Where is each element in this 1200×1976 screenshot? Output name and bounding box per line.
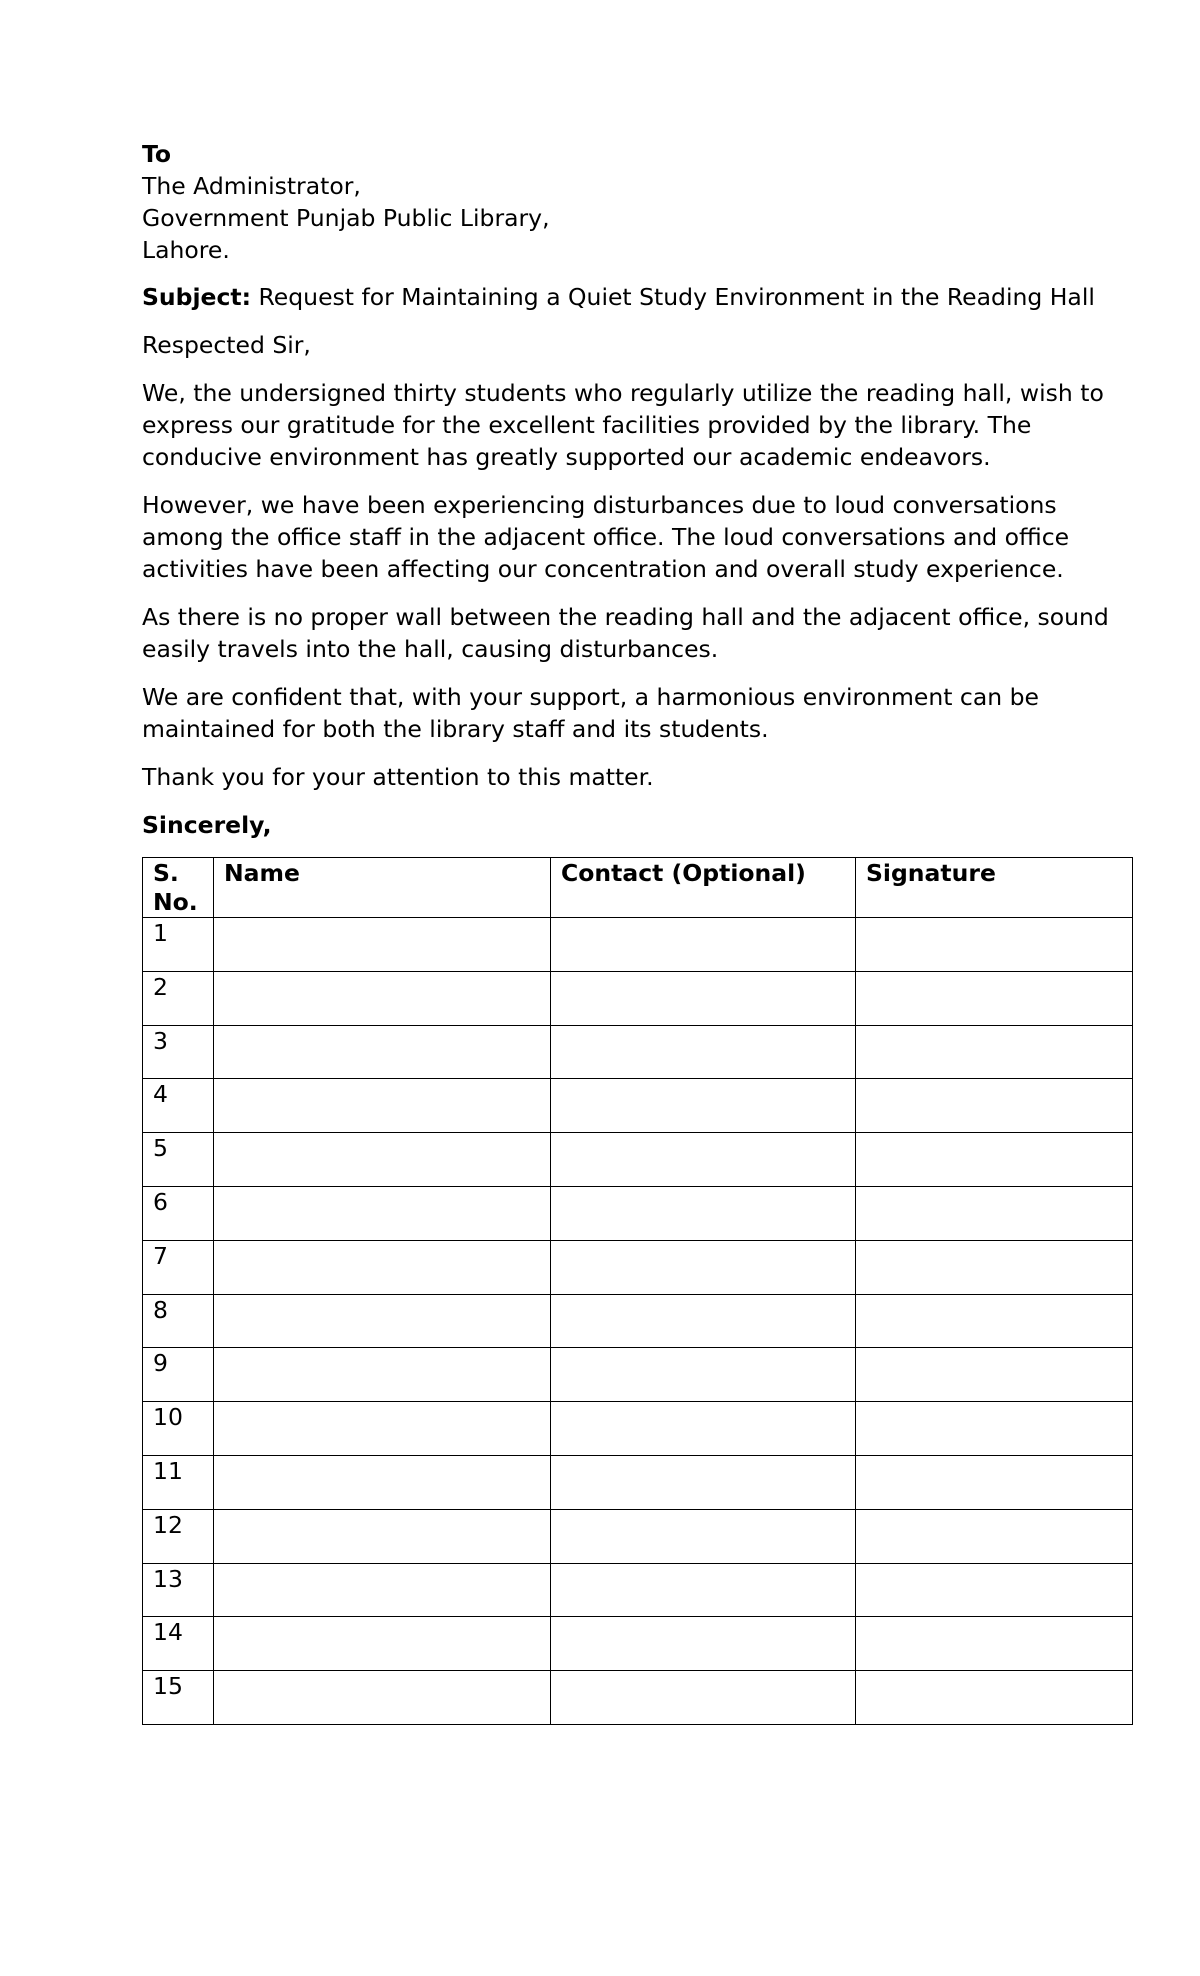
contact-cell[interactable]: [551, 1186, 856, 1240]
signature-cell[interactable]: [856, 1617, 1133, 1671]
serial-number-cell: 6: [143, 1186, 214, 1240]
table-row: [143, 1133, 1133, 1187]
serial-number-cell: 10: [143, 1402, 214, 1456]
serial-number-cell: 11: [143, 1455, 214, 1509]
signature-cell[interactable]: [856, 1025, 1133, 1079]
table-row: [143, 1186, 1133, 1240]
name-cell[interactable]: [214, 1240, 551, 1294]
table-row: [143, 1509, 1133, 1563]
name-cell[interactable]: [214, 1133, 551, 1187]
name-cell[interactable]: [214, 1294, 551, 1348]
signature-cell[interactable]: [856, 971, 1133, 1025]
contact-cell[interactable]: [551, 1079, 856, 1133]
header-signature: Signature: [856, 858, 1133, 918]
signature-cell[interactable]: [856, 1509, 1133, 1563]
salutation: Respected Sir,: [142, 331, 311, 359]
serial-number-cell: 9: [143, 1348, 214, 1402]
recipient-line-2: Government Punjab Public Library,: [142, 204, 550, 232]
signature-cell[interactable]: [856, 1402, 1133, 1456]
table-row: [143, 918, 1133, 972]
subject-text: Request for Maintaining a Quiet Study Environment in the Reading Hall: [258, 283, 1095, 311]
contact-cell[interactable]: [551, 1025, 856, 1079]
signature-cell[interactable]: [856, 1240, 1133, 1294]
name-cell[interactable]: [214, 1563, 551, 1617]
contact-cell[interactable]: [551, 1294, 856, 1348]
serial-number-cell: 14: [143, 1617, 214, 1671]
table-row: [143, 1671, 1133, 1725]
signature-cell[interactable]: [856, 1133, 1133, 1187]
table-row: [143, 1025, 1133, 1079]
serial-number-cell: 4: [143, 1079, 214, 1133]
table-row: [143, 1240, 1133, 1294]
body-paragraph-1: We, the undersigned thirty students who regularly utilize the reading hall, wish to express our gratitude for the excellent facilities provided by the library. The conducive environment has greatly supported our academic endeavors.: [142, 379, 1104, 471]
name-cell[interactable]: [214, 1509, 551, 1563]
body-paragraph-2: However, we have been experiencing disturbances due to loud conversations among the office staff in the adjacent office. The loud conversations and office activities have been affecting our concentration and overall study experience.: [142, 491, 1070, 583]
signature-cell[interactable]: [856, 1563, 1133, 1617]
table-row: [143, 1402, 1133, 1456]
table-row: [143, 971, 1133, 1025]
name-cell[interactable]: [214, 1617, 551, 1671]
serial-number-cell: 5: [143, 1133, 214, 1187]
name-cell[interactable]: [214, 1455, 551, 1509]
name-cell[interactable]: [214, 918, 551, 972]
signature-cell[interactable]: [856, 1348, 1133, 1402]
contact-cell[interactable]: [551, 1133, 856, 1187]
header-serial-number: S. No.: [143, 858, 214, 918]
serial-number-cell: 13: [143, 1563, 214, 1617]
header-name: Name: [214, 858, 551, 918]
recipient-line-1: The Administrator,: [142, 172, 361, 200]
table-row: [143, 1294, 1133, 1348]
signature-table: [142, 857, 1133, 1725]
serial-number-cell: 1: [143, 918, 214, 972]
contact-cell[interactable]: [551, 1402, 856, 1456]
subject-line: [142, 281, 1132, 313]
name-cell[interactable]: [214, 1671, 551, 1725]
signature-table-header: [143, 858, 1133, 918]
contact-cell[interactable]: [551, 1348, 856, 1402]
letter-page: [142, 138, 1132, 1725]
signature-cell[interactable]: [856, 1294, 1133, 1348]
contact-cell[interactable]: [551, 1563, 856, 1617]
recipient-block: [142, 138, 1132, 266]
signature-cell[interactable]: [856, 918, 1133, 972]
contact-cell[interactable]: [551, 1509, 856, 1563]
table-row: [143, 1348, 1133, 1402]
serial-number-cell: 15: [143, 1671, 214, 1725]
signature-cell[interactable]: [856, 1671, 1133, 1725]
contact-cell[interactable]: [551, 918, 856, 972]
body-paragraph-3: As there is no proper wall between the reading hall and the adjacent office, sound easily travels into the hall, causing disturbances.: [142, 603, 1109, 663]
table-row: [143, 1079, 1133, 1133]
contact-cell[interactable]: [551, 1455, 856, 1509]
contact-cell[interactable]: [551, 1671, 856, 1725]
subject-label: Subject:: [142, 283, 252, 311]
contact-cell[interactable]: [551, 1617, 856, 1671]
body-paragraph-4: We are confident that, with your support, a harmonious environment can be maintained for both the library staff and its students.: [142, 683, 1039, 743]
recipient-line-3: Lahore.: [142, 236, 230, 264]
to-label: To: [142, 140, 172, 168]
serial-number-cell: 7: [143, 1240, 214, 1294]
closing: Sincerely,: [142, 811, 272, 839]
signature-cell[interactable]: [856, 1455, 1133, 1509]
name-cell[interactable]: [214, 1186, 551, 1240]
name-cell[interactable]: [214, 1348, 551, 1402]
name-cell[interactable]: [214, 971, 551, 1025]
name-cell[interactable]: [214, 1025, 551, 1079]
contact-cell[interactable]: [551, 971, 856, 1025]
serial-number-cell: 8: [143, 1294, 214, 1348]
header-contact: Contact (Optional): [551, 858, 856, 918]
table-row: [143, 1563, 1133, 1617]
signature-table-body: [143, 918, 1133, 1725]
signature-cell[interactable]: [856, 1079, 1133, 1133]
table-row: [143, 1455, 1133, 1509]
table-row: [143, 1617, 1133, 1671]
body-paragraph-5: Thank you for your attention to this matter.: [142, 763, 654, 791]
serial-number-cell: 12: [143, 1509, 214, 1563]
serial-number-cell: 2: [143, 971, 214, 1025]
signature-cell[interactable]: [856, 1186, 1133, 1240]
contact-cell[interactable]: [551, 1240, 856, 1294]
name-cell[interactable]: [214, 1402, 551, 1456]
name-cell[interactable]: [214, 1079, 551, 1133]
serial-number-cell: 3: [143, 1025, 214, 1079]
